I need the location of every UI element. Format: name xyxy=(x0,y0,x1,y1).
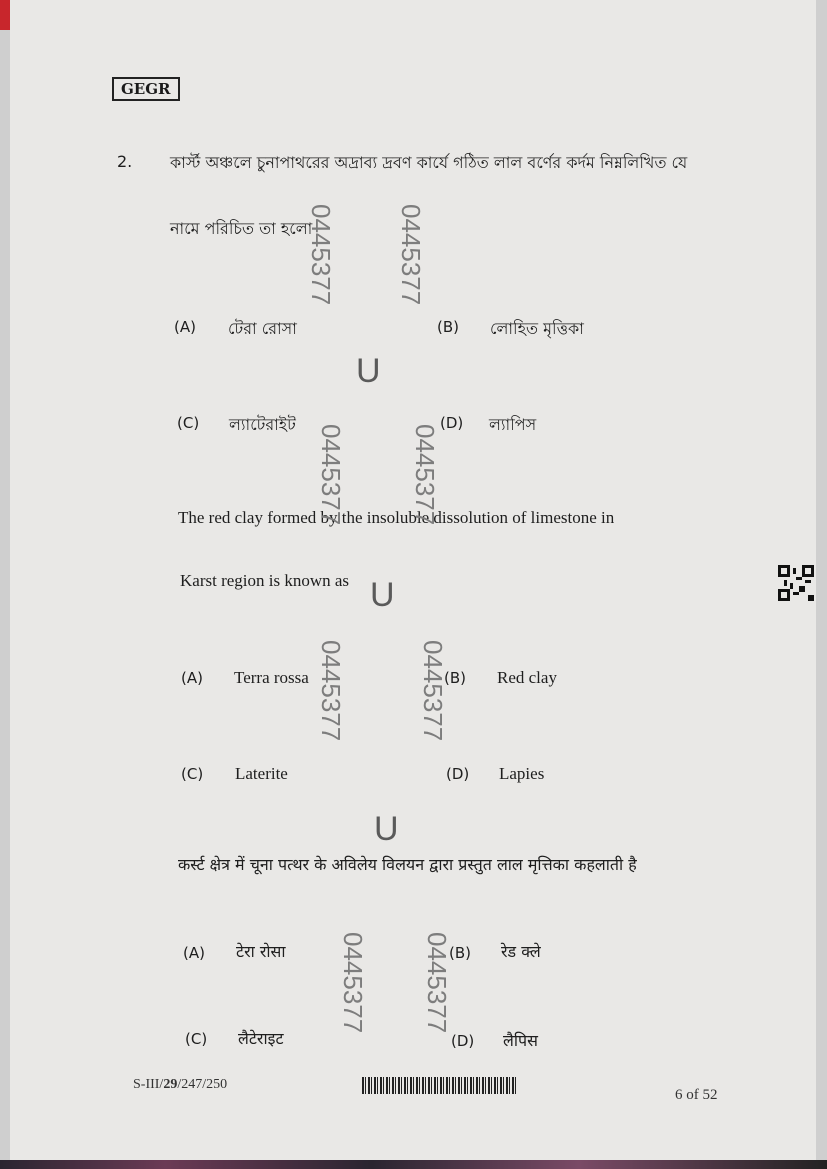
en-option-b-label: (B) xyxy=(444,669,466,687)
red-page-edge xyxy=(0,0,10,30)
watermark-number: 0445377 xyxy=(396,204,426,306)
subject-code-box: GEGR xyxy=(112,77,180,101)
bn-option-c-text: ল্যাটেরাইট xyxy=(229,415,296,434)
bn-option-a-label: (A) xyxy=(174,318,196,336)
en-option-c-label: (C) xyxy=(181,765,204,783)
question-english-line1: The red clay formed by the insoluble dissolution of limestone in xyxy=(178,508,615,527)
watermark-number: 0445377 xyxy=(338,932,368,1034)
watermark-number: 0445377 xyxy=(316,640,346,742)
question-english-line2: Karst region is known as xyxy=(180,571,350,590)
bn-option-b-text: লোহিত মৃত্তিকা xyxy=(490,319,584,338)
en-option-a-text: Terra rossa xyxy=(234,668,309,687)
question-number: 2. xyxy=(117,152,133,171)
watermark-number: 0445377 xyxy=(422,932,452,1034)
hi-option-a-label: (A) xyxy=(183,944,205,962)
en-option-b-text: Red clay xyxy=(497,668,557,687)
watermark-number: 0445377 xyxy=(316,424,346,526)
bn-option-a-text: টেরা রোসা xyxy=(228,319,297,338)
page-number: 6 of 52 xyxy=(675,1087,718,1103)
watermark-u-mark: U xyxy=(370,576,395,614)
bn-option-c-label: (C) xyxy=(177,414,200,432)
watermark-u-mark: U xyxy=(374,810,399,848)
series-suffix: /247/250 xyxy=(177,1077,228,1092)
barcode xyxy=(362,1077,517,1094)
series-prefix: S-III/ xyxy=(133,1077,164,1092)
hi-option-a-text: टेरा रोसा xyxy=(236,942,286,961)
question-hindi-line1: कर्स्ट क्षेत्र में चूना पत्थर के अविलेय विलयन द्वारा प्रस्तुत लाल मृत्तिका कहलाती है xyxy=(178,855,637,874)
bn-option-d-label: (D) xyxy=(440,414,464,432)
hi-option-b-text: रेड क्ले xyxy=(501,942,541,961)
hi-option-d-text: लैपिस xyxy=(503,1031,538,1050)
hi-option-c-label: (C) xyxy=(185,1030,208,1048)
en-option-a-label: (A) xyxy=(181,669,203,687)
hi-option-c-text: लैटेराइट xyxy=(238,1029,284,1048)
series-bold: 29 xyxy=(163,1077,178,1092)
question-bengali-line2: নামে পরিচিত তা হলো xyxy=(170,219,313,238)
bn-option-b-label: (B) xyxy=(437,318,459,336)
footer-series xyxy=(133,1077,227,1093)
question-bengali-line1: কার্স্ট অঞ্চলে চুনাপাথরের অদ্রাব্য দ্রবণ কার্যে গঠিত লাল বর্ণের কর্দম নিম্নলিখিত যে xyxy=(170,153,688,172)
watermark-u-mark: U xyxy=(356,352,381,390)
watermark-number: 0445377 xyxy=(306,204,336,306)
bn-option-d-text: ল্যাপিস xyxy=(489,415,537,434)
hi-option-d-label: (D) xyxy=(451,1032,475,1050)
qr-code-icon xyxy=(778,565,814,601)
watermark-number: 0445377 xyxy=(418,640,448,742)
en-option-c-text: Laterite xyxy=(235,764,288,783)
en-option-d-text: Lapies xyxy=(499,764,545,783)
hi-option-b-label: (B) xyxy=(449,944,471,962)
bottom-edge xyxy=(0,1160,827,1169)
watermark-number: 0445377 xyxy=(410,424,440,526)
en-option-d-label: (D) xyxy=(446,765,470,783)
